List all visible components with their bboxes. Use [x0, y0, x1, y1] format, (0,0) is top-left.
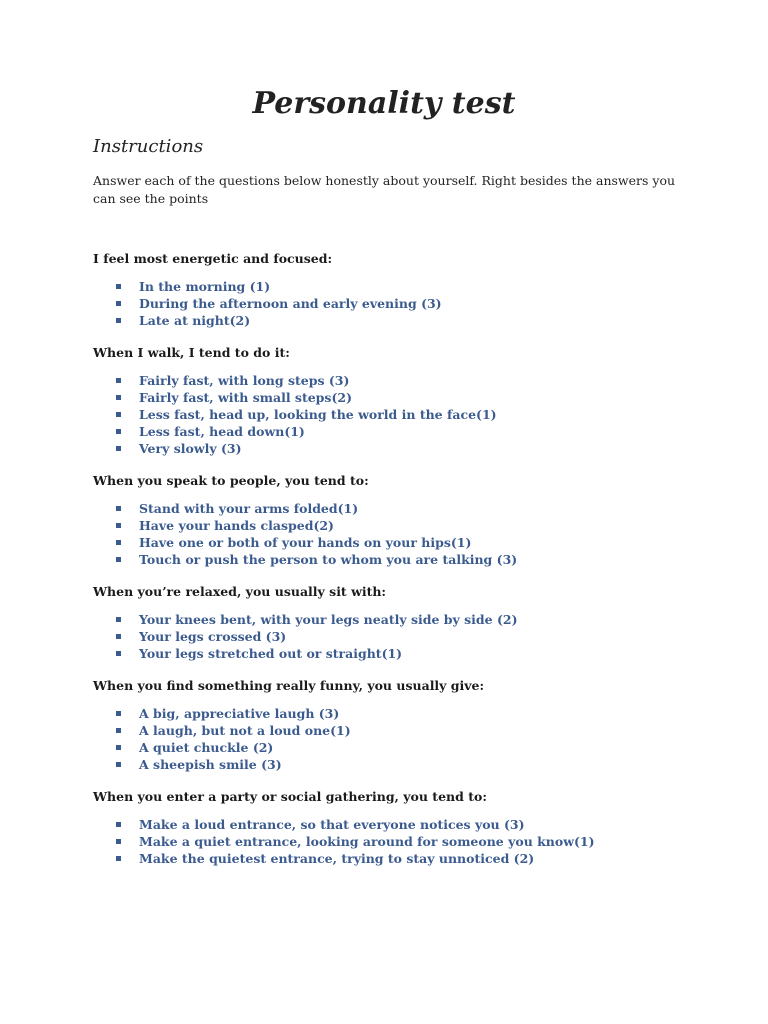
answer-text: Have your hands clasped(2) [139, 518, 334, 533]
square-bullet-icon [116, 728, 121, 733]
answer-list [93, 372, 693, 457]
answer-item [93, 705, 693, 722]
answer-list [93, 705, 693, 773]
answer-text: Fairly fast, with long steps (3) [139, 373, 350, 388]
answer-text: Touch or push the person to whom you are talking (3) [139, 552, 518, 567]
answer-item [93, 517, 693, 534]
answer-text: Your legs crossed (3) [139, 629, 287, 644]
question-text: When you’re relaxed, you usually sit with: [93, 584, 387, 599]
answer-text: Very slowly (3) [139, 441, 242, 456]
instructions-heading: Instructions [93, 136, 204, 157]
answer-list [93, 278, 693, 329]
square-bullet-icon [116, 301, 121, 306]
answer-item [93, 756, 693, 773]
square-bullet-icon [116, 651, 121, 656]
question-list [93, 250, 693, 882]
answer-item [93, 389, 693, 406]
square-bullet-icon [116, 395, 121, 400]
answer-list [93, 500, 693, 568]
square-bullet-icon [116, 856, 121, 861]
answer-item [93, 739, 693, 756]
square-bullet-icon [116, 318, 121, 323]
answer-text: In the morning (1) [139, 279, 271, 294]
answer-text: A big, appreciative laugh (3) [139, 706, 340, 721]
answer-item [93, 850, 693, 867]
answer-item [93, 551, 693, 568]
question-block [93, 344, 693, 457]
answer-text: During the afternoon and early evening (3) [139, 296, 442, 311]
question-text: When you speak to people, you tend to: [93, 473, 369, 488]
square-bullet-icon [116, 557, 121, 562]
answer-item [93, 278, 693, 295]
question-text: When you find something really funny, you usually give: [93, 678, 485, 693]
question-block [93, 677, 693, 773]
answer-item [93, 833, 693, 850]
answer-text: Your legs stretched out or straight(1) [139, 646, 403, 661]
document-title: Personality test [252, 86, 516, 121]
square-bullet-icon [116, 284, 121, 289]
square-bullet-icon [116, 429, 121, 434]
answer-item [93, 628, 693, 645]
question-block [93, 788, 693, 867]
square-bullet-icon [116, 378, 121, 383]
square-bullet-icon [116, 822, 121, 827]
instructions-text: Answer each of the questions below honestly about yourself. Right besides the answers you can see the points [93, 173, 676, 206]
square-bullet-icon [116, 762, 121, 767]
square-bullet-icon [116, 523, 121, 528]
square-bullet-icon [116, 634, 121, 639]
answer-text: A quiet chuckle (2) [139, 740, 274, 755]
answer-text: Late at night(2) [139, 313, 251, 328]
answer-item [93, 423, 693, 440]
answer-item [93, 534, 693, 551]
square-bullet-icon [116, 412, 121, 417]
answer-item [93, 295, 693, 312]
answer-item [93, 645, 693, 662]
square-bullet-icon [116, 617, 121, 622]
answer-text: Fairly fast, with small steps(2) [139, 390, 352, 405]
answer-item [93, 440, 693, 457]
answer-text: Your knees bent, with your legs neatly side by side (2) [139, 612, 518, 627]
answer-text: Make a quiet entrance, looking around for someone you know(1) [139, 834, 595, 849]
question-block [93, 472, 693, 568]
answer-item [93, 372, 693, 389]
answer-text: Make the quietest entrance, trying to stay unnoticed (2) [139, 851, 535, 866]
square-bullet-icon [116, 540, 121, 545]
question-block [93, 250, 693, 329]
answer-item [93, 611, 693, 628]
answer-text: Have one or both of your hands on your hips(1) [139, 535, 472, 550]
answer-item [93, 500, 693, 517]
answer-text: A sheepish smile (3) [139, 757, 282, 772]
answer-item [93, 312, 693, 329]
answer-text: A laugh, but not a loud one(1) [139, 723, 351, 738]
square-bullet-icon [116, 446, 121, 451]
question-block [93, 583, 693, 662]
square-bullet-icon [116, 506, 121, 511]
answer-text: Stand with your arms folded(1) [139, 501, 359, 516]
answer-item [93, 816, 693, 833]
answer-list [93, 611, 693, 662]
question-text: When you enter a party or social gathering, you tend to: [93, 789, 487, 804]
square-bullet-icon [116, 711, 121, 716]
square-bullet-icon [116, 745, 121, 750]
square-bullet-icon [116, 839, 121, 844]
answer-item [93, 406, 693, 423]
question-text: I feel most energetic and focused: [93, 251, 333, 266]
answer-text: Make a loud entrance, so that everyone notices you (3) [139, 817, 525, 832]
question-text: When I walk, I tend to do it: [93, 345, 290, 360]
answer-text: Less fast, head down(1) [139, 424, 305, 439]
answer-list [93, 816, 693, 867]
answer-item [93, 722, 693, 739]
answer-text: Less fast, head up, looking the world in the face(1) [139, 407, 497, 422]
